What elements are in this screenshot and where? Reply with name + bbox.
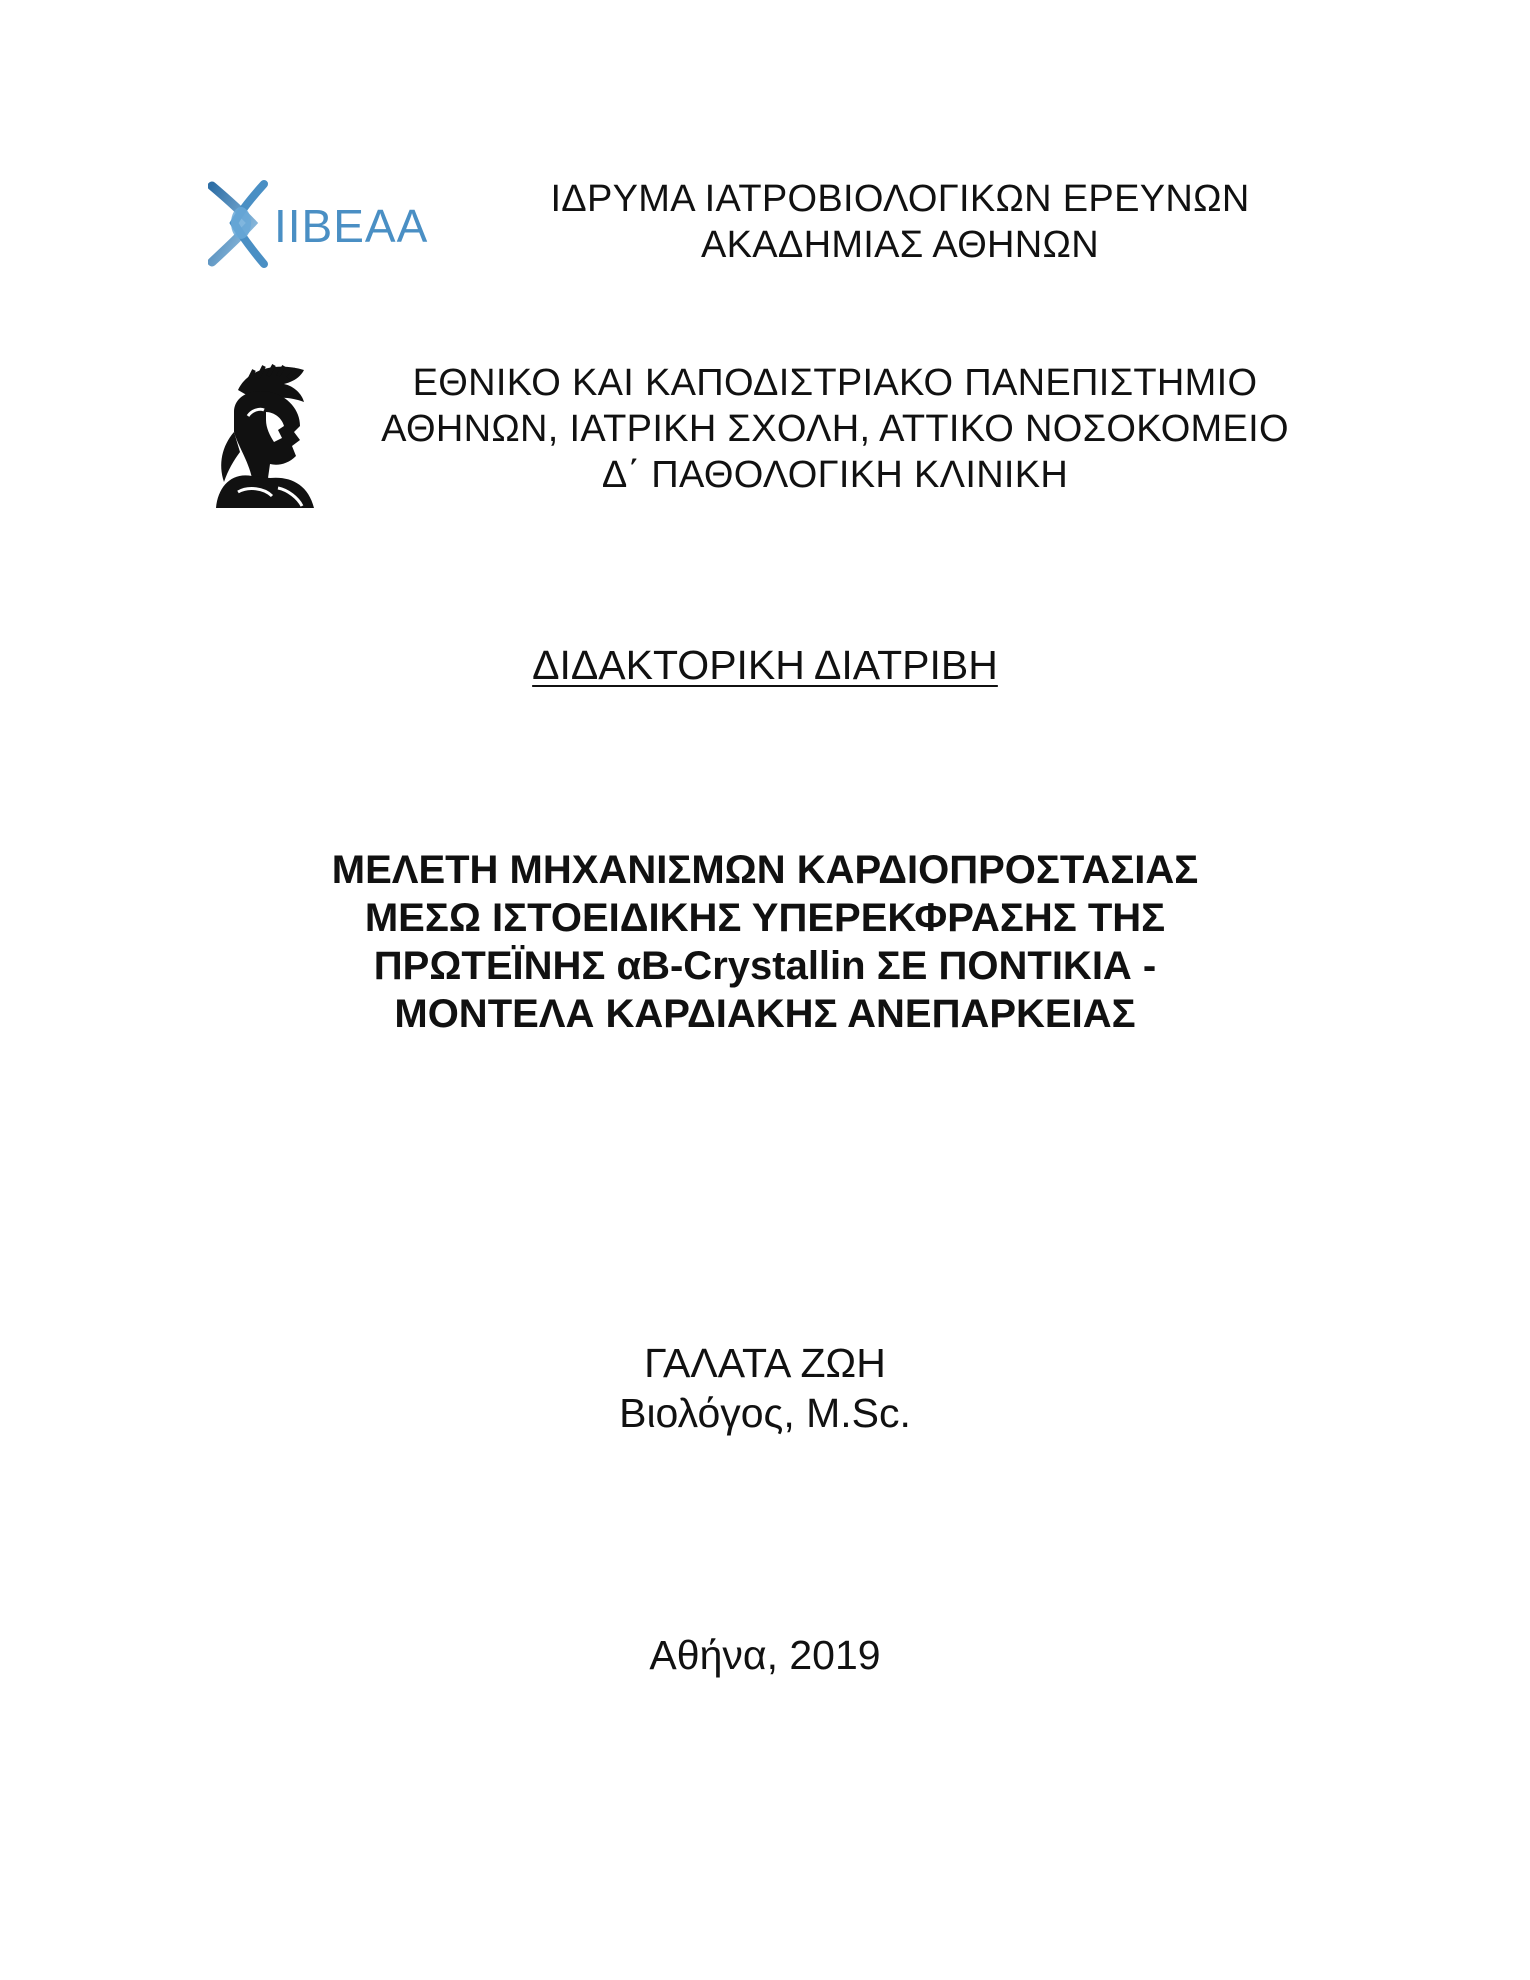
athena-helmet-icon [208, 360, 324, 510]
institute-2-line-2: ΑΘΗΝΩΝ, ΙΑΤΡΙΚΗ ΣΧΟΛΗ, ΑΤΤΙΚΟ ΝΟΣΟΚΟΜΕΙΟ [381, 408, 1289, 450]
place-date: Αθήνα, 2019 [649, 1632, 881, 1678]
institute-1-line-2: ΑΚΑΔΗΜΙΑΣ ΑΘΗΝΩΝ [700, 224, 1099, 266]
institute-heading-1 [500, 176, 1300, 268]
institute-2-line-1: ΕΘΝΙΚΟ ΚΑΙ ΚΑΠΟΔΙΣΤΡΙΑΚΟ ΠΑΝΕΠΙΣΤΗΜΙΟ [412, 362, 1258, 404]
iibeaa-logo [208, 178, 440, 268]
title-line-3: ΠΡΩΤΕΪΝΗΣ αB-Crystallin ΣΕ ΠΟΝΤΙΚΙΑ - [373, 944, 1157, 988]
institute-2-line-3: Δ΄ ΠΑΘΟΛΟΓΙΚΗ ΚΛΙΝΙΚΗ [601, 454, 1069, 496]
svg-text:IIBEAA: IIBEAA [274, 200, 429, 252]
institute-1-line-1: ΙΔΡΥΜΑ ΙΑΤΡΟΒΙΟΛΟΓΙΚΩΝ ΕΡΕΥΝΩΝ [550, 178, 1250, 220]
title-line-2: ΜΕΣΩ ΙΣΤΟΕΙΔΙΚΗΣ ΥΠΕΡΕΚΦΡΑΣΗΣ ΤΗΣ [364, 896, 1166, 940]
thesis-title [230, 846, 1300, 1038]
author-degree: Βιολόγος, M.Sc. [619, 1390, 911, 1436]
author-name: ΓΑΛΑΤΑ ΖΩΗ [644, 1340, 886, 1386]
author-block [0, 1338, 1530, 1438]
document-type-label: ΔΙΔΑΚΤΟΡΙΚΗ ΔΙΑΤΡΙΒΗ [532, 642, 998, 688]
title-line-4: ΜΟΝΤΕΛΑ ΚΑΡΔΙΑΚΗΣ ΑΝΕΠΑΡΚΕΙΑΣ [394, 992, 1136, 1036]
institute-heading-2 [340, 360, 1330, 498]
iibeaa-logo-icon [208, 178, 440, 268]
document-type [0, 640, 1530, 690]
athena-logo [208, 360, 324, 510]
title-line-1: ΜΕΛΕΤΗ ΜΗΧΑΝΙΣΜΩΝ ΚΑΡΔΙΟΠΡΟΣΤΑΣΙΑΣ [331, 848, 1199, 892]
